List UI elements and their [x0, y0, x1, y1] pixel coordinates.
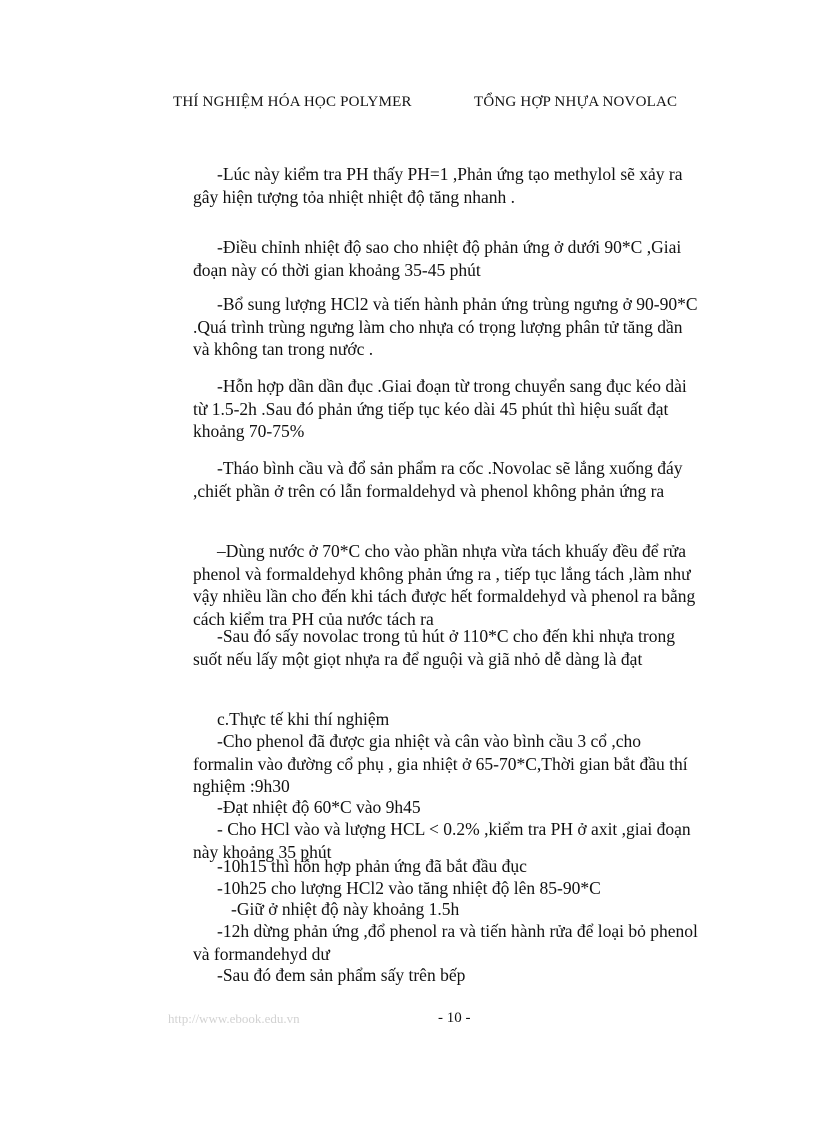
section-c-item: -Sau đó đem sản phẩm sấy trên bếp — [217, 965, 466, 985]
footer-url: http://www.ebook.edu.vn — [168, 1011, 300, 1026]
header-left-title: THÍ NGHIỆM HÓA HỌC POLYMER — [173, 94, 412, 110]
paragraph: -Điều chỉnh nhiệt độ sao cho nhiệt độ phản ứng ở dưới 90*C ,Giai đoạn này có thời gian khoảng 35-45 phút — [193, 237, 682, 280]
section-c-title: c.Thực tế khi thí nghiệm — [217, 709, 390, 729]
header-right-title: TỔNG HỢP NHỰA NOVOLAC — [474, 94, 678, 110]
paragraph: –Dùng nước ở 70*C cho vào phần nhựa vừa tách khuấy đều để rửa phenol và formaldehyd không phản ứng ra , tiếp tục lắng tách ,làm như vậy nhiều lần cho đến khi tách được hết formaldehyd và phenol ra bằng cách kiểm tra PH của nước tách ra — [193, 541, 696, 629]
section-c-item: -10h25 cho lượng HCl2 vào tăng nhiệt độ lên 85-90*C — [217, 878, 601, 898]
paragraph: -Tháo bình cầu và đổ sản phẩm ra cốc .Novolac sẽ lắng xuống đáy ,chiết phần ở trên có lẫn formaldehyd và phenol không phản ứng ra — [193, 458, 683, 501]
section-c-item: -Đạt nhiệt độ 60*C vào 9h45 — [217, 797, 421, 817]
paragraph: -Sau đó sấy novolac trong tủ hút ở 110*C cho đến khi nhựa trong suốt nếu lấy một giọt nhựa ra để nguội và giã nhỏ dễ dàng là đạt — [193, 626, 675, 669]
section-c-item: -12h dừng phản ứng ,đổ phenol ra và tiến hành rửa để loại bỏ phenol và formandehyd dư — [193, 921, 698, 964]
page-number: - 10 - — [438, 1010, 471, 1026]
paragraph: -Lúc này kiểm tra PH thấy PH=1 ,Phản ứng tạo methylol sẽ xảy ra gây hiện tượng tỏa nhiệt nhiệt độ tăng nhanh . — [193, 164, 683, 207]
section-c-item: -10h15 thì hỗn hợp phản ứng đã bắt đầu đục — [217, 856, 527, 876]
section-c-item: -Giữ ở nhiệt độ này khoảng 1.5h — [231, 899, 460, 919]
section-c-item: -Cho phenol đã được gia nhiệt và cân vào bình cầu 3 cổ ,cho formalin vào đường cổ phụ , gia nhiệt ở 65-70*C,Thời gian bắt đầu thí nghiệm :9h30 — [193, 731, 688, 796]
paragraph: -Bổ sung lượng HCl2 và tiến hành phản ứng trùng ngưng ở 90-90*C .Quá trình trùng ngưng làm cho nhựa có trọng lượng phân tử tăng dần và không tan trong nước . — [193, 294, 698, 359]
paragraph: -Hỗn hợp dần dần đục .Giai đoạn từ trong chuyển sang đục kéo dài từ 1.5-2h .Sau đó phản ứng tiếp tục kéo dài 45 phút thì hiệu suất đạt khoảng 70-75% — [193, 376, 687, 441]
section-c-item: - Cho HCl vào và lượng HCL < 0.2% ,kiểm tra PH ở axit ,giai đoạn này khoảng 35 phút — [193, 819, 691, 862]
